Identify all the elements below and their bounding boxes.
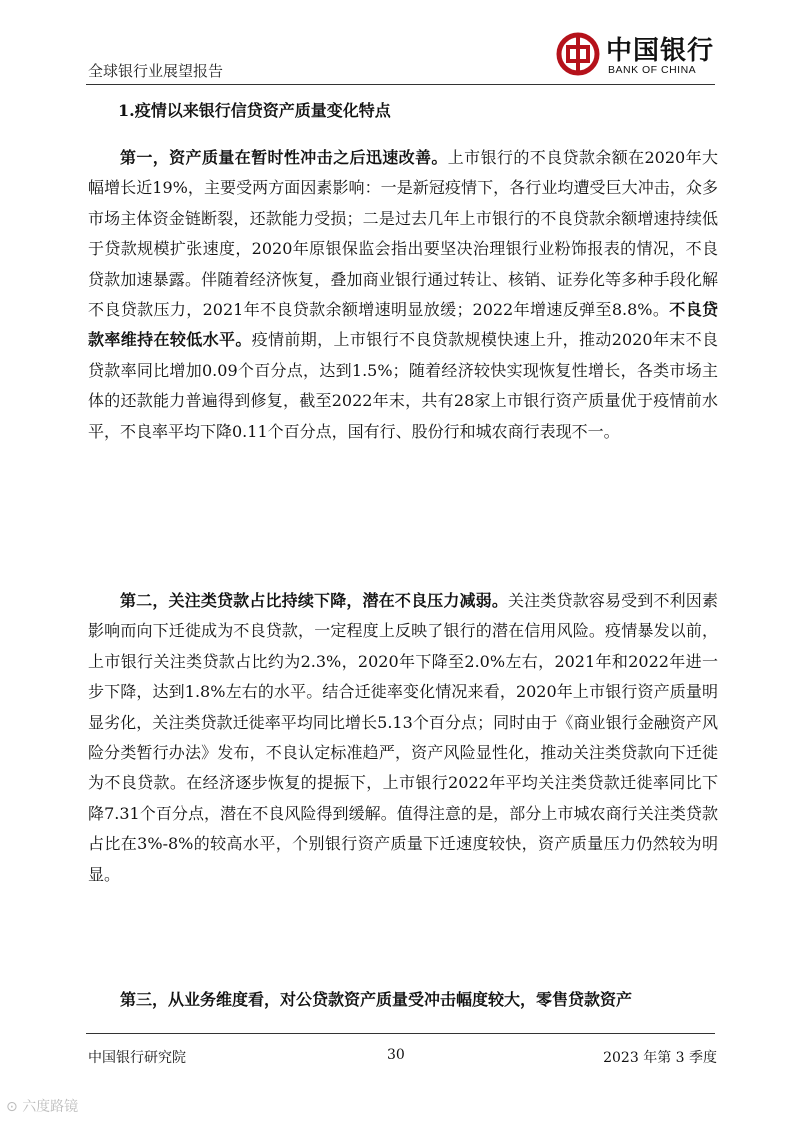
paragraph-1-lead-2: 不良贷款率维持在较低水平。: [88, 300, 718, 350]
paragraph-1-lead: 第一，资产质量在暂时性冲击之后迅速改善。: [120, 148, 448, 167]
header-divider: [86, 84, 715, 85]
paragraph-1-text-a: 上市银行的不良贷款余额在2020年大幅增长近19%，主要受两方面因素影响：一是新冠疫情下，各行业均遭受巨大冲击，众多市场主体资金链断裂，还款能力受损；二是过去几年上市银行的不良贷款余额增速持续低于贷款规模扩张速度，2020年原银保监会指出要坚决治理银行业粉饰报表的情况，不良贷款加速暴露。伴随着经济恢复，叠加商业银行通过转让、核销、证券化等多种手段化解不良贷款压力，2021年不良贷款余额增速明显放缓；2022年增速反弹至8.8%。: [88, 148, 718, 320]
page-number: 30: [387, 1047, 405, 1063]
logo-english-text: BANK OF CHINA: [608, 64, 697, 76]
footer-quarter: 2023 年第 3 季度: [603, 1050, 717, 1066]
watermark-text: 六度路镜: [22, 1099, 79, 1115]
section-heading: 1.疫情以来银行信贷资产质量变化特点: [118, 101, 391, 120]
report-title: 全球银行业展望报告: [88, 62, 224, 80]
footer-institute: 中国银行研究院: [88, 1050, 186, 1066]
paragraph-1: [88, 143, 718, 447]
paragraph-1-text-b: 疫情前期，上市银行不良贷款规模快速上升，推动2020年末不良贷款率同比增加0.09个百分点，达到1.5%；随着经济较快实现恢复性增长，各类市场主体的还款能力普遍得到修复，截至2022年末，共有28家上市银行资产质量优于疫情前水平，不良率平均下降0.11个百分点，国有行、股份行和城农商行表现不一。: [88, 330, 718, 441]
bank-logo: [556, 30, 716, 80]
watermark: [6, 1096, 78, 1116]
logo-chinese-text: 中国银行: [606, 36, 715, 66]
paragraph-3-lead: 第三，从业务维度看，对公贷款资产质量受冲击幅度较大，零售贷款资产: [120, 990, 633, 1009]
footer-divider: [86, 1033, 715, 1034]
watermark-icon: ⊙: [6, 1099, 23, 1115]
paragraph-3: [88, 985, 718, 1015]
boc-emblem-icon: [556, 32, 600, 76]
paragraph-2: [88, 586, 718, 890]
paragraph-2-lead: 第二，关注类贷款占比持续下降，潜在不良压力减弱。: [120, 591, 508, 610]
paragraph-2-text: 关注类贷款容易受到不利因素影响而向下迁徙成为不良贷款，一定程度上反映了银行的潜在信用风险。疫情暴发以前，上市银行关注类贷款占比约为2.3%，2020年下降至2.0%左右，2021年和2022年进一步下降，达到1.8%左右的水平。结合迁徙率变化情况来看，2020年上市银行资产质量明显劣化，关注类贷款迁徙率平均同比增长5.13个百分点；同时由于《商业银行金融资产风险分类暂行办法》发布，不良认定标准趋严，资产风险显性化，推动关注类贷款向下迁徙为不良贷款。在经济逐步恢复的提振下，上市银行2022年平均关注类贷款迁徙率同比下降7.31个百分点，潜在不良风险得到缓解。值得注意的是，部分上市城农商行关注类贷款占比在3%-8%的较高水平，个别银行资产质量下迁速度较快，资产质量压力仍然较为明显。: [88, 591, 718, 884]
